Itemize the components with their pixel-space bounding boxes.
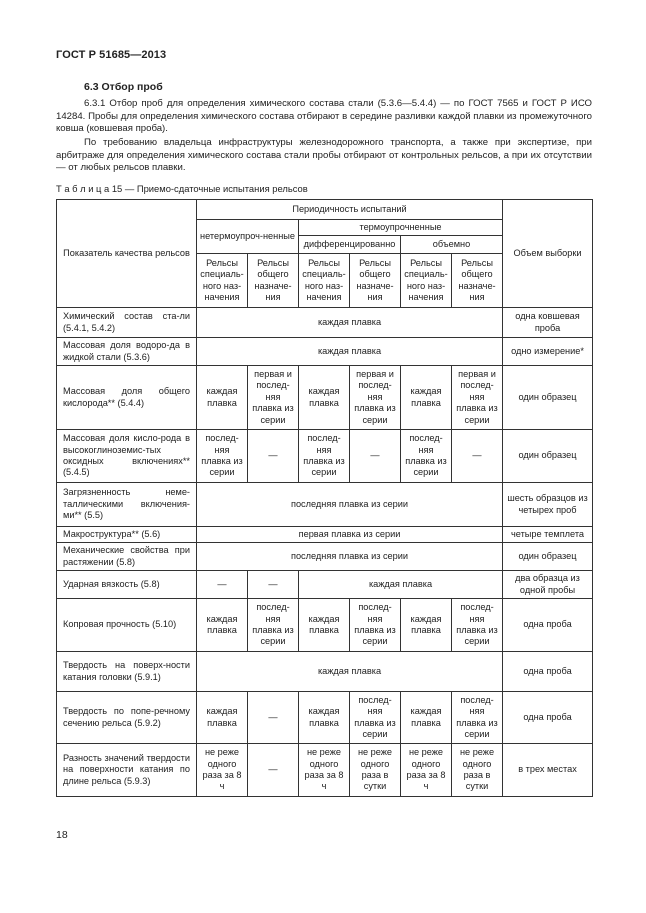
header-volume: объемно: [401, 236, 503, 254]
periodicity-cell: каждая плавка: [299, 599, 350, 652]
indicator-cell: Макроструктура** (5.6): [57, 527, 197, 543]
periodicity-cell: последняя плавка из серии: [197, 483, 503, 527]
periodicity-cell: послед-няя плавка из серии: [197, 430, 248, 483]
table-row: [57, 338, 593, 366]
periodicity-cell: —: [452, 430, 503, 483]
sample-size-cell: одна проба: [503, 692, 593, 744]
periodicity-cell: послед-няя плавка из серии: [248, 599, 299, 652]
indicator-cell: Химический состав ста-ли (5.4.1, 5.4.2): [57, 308, 197, 338]
periodicity-cell: каждая плавка: [299, 571, 503, 599]
table-row: [57, 692, 593, 744]
table-row: [57, 308, 593, 338]
header-periodicity: Периодичность испытаний: [197, 200, 503, 220]
table-row: [57, 366, 593, 430]
header-hardened: термоупрочненные: [299, 220, 503, 236]
header-special-rails: Рельсы специаль-ного наз-начения: [401, 254, 452, 308]
sample-size-cell: одна проба: [503, 652, 593, 692]
header-general-rails: Рельсы общего назначе-ния: [248, 254, 299, 308]
indicator-cell: Разность значений твердости на поверхности катания по длине рельса (5.9.3): [57, 744, 197, 797]
periodicity-cell: каждая плавка: [401, 692, 452, 744]
sample-size-cell: в трех местах: [503, 744, 593, 797]
periodicity-cell: послед-няя плавка из серии: [452, 599, 503, 652]
periodicity-cell: каждая плавка: [299, 692, 350, 744]
table-row: [57, 599, 593, 652]
periodicity-cell: каждая плавка: [197, 338, 503, 366]
header-special-rails: Рельсы специаль-ного наз-начения: [299, 254, 350, 308]
sample-size-cell: один образец: [503, 366, 593, 430]
header-non-hardened: нетермоупроч-ненные: [197, 220, 299, 254]
indicator-cell: Твердость по попе-речному сечению рельса (5.9.2): [57, 692, 197, 744]
table-caption: Т а б л и ц а 15 — Приемо-сдаточные испытания рельсов: [56, 183, 308, 194]
page-number: 18: [56, 829, 68, 841]
header-indicator: Показатель качества рельсов: [57, 200, 197, 308]
table-row: [57, 543, 593, 571]
indicator-cell: Массовая доля водоро-да в жидкой стали (5.3.6): [57, 338, 197, 366]
sample-size-cell: шесть образцов из четырех проб: [503, 483, 593, 527]
periodicity-cell: —: [248, 571, 299, 599]
table-row: [57, 527, 593, 543]
sample-size-cell: четыре темплета: [503, 527, 593, 543]
periodicity-cell: каждая плавка: [401, 366, 452, 430]
periodicity-cell: —: [350, 430, 401, 483]
periodicity-cell: не реже одного раза за 8 ч: [401, 744, 452, 797]
indicator-cell: Массовая доля общего кислорода** (5.4.4): [57, 366, 197, 430]
periodicity-cell: не реже одного раза в сутки: [452, 744, 503, 797]
periodicity-cell: первая и послед-няя плавка из серии: [350, 366, 401, 430]
sample-size-cell: один образец: [503, 430, 593, 483]
header-general-rails: Рельсы общего назначе-ния: [452, 254, 503, 308]
periodicity-cell: каждая плавка: [197, 692, 248, 744]
periodicity-cell: первая и послед-няя плавка из серии: [452, 366, 503, 430]
indicator-cell: Твердость на поверх-ности катания головки (5.9.1): [57, 652, 197, 692]
sample-size-cell: одно измерение*: [503, 338, 593, 366]
sample-size-cell: одна ковшевая проба: [503, 308, 593, 338]
table-row: [57, 483, 593, 527]
header-sample-size: Объем выборки: [503, 200, 593, 308]
periodicity-cell: первая и послед-няя плавка из серии: [248, 366, 299, 430]
periodicity-cell: послед-няя плавка из серии: [401, 430, 452, 483]
indicator-cell: Загрязненность немe-таллическими включения-ми** (5.5): [57, 483, 197, 527]
periodicity-cell: первая плавка из серии: [197, 527, 503, 543]
periodicity-cell: послед-няя плавка из серии: [350, 599, 401, 652]
indicator-cell: Копровая прочность (5.10): [57, 599, 197, 652]
table-row: [57, 744, 593, 797]
periodicity-cell: каждая плавка: [197, 308, 503, 338]
periodicity-cell: не реже одного раза за 8 ч: [299, 744, 350, 797]
periodicity-cell: —: [248, 430, 299, 483]
periodicity-cell: каждая плавка: [299, 366, 350, 430]
sample-size-cell: два образца из одной пробы: [503, 571, 593, 599]
header-differential: дифференцированно: [299, 236, 401, 254]
section-title: 6.3 Отбор проб: [84, 81, 163, 93]
paragraph-6-3-1: 6.3.1 Отбор проб для определения химического состава стали (5.3.6—5.4.4) — по ГОСТ 7565 и ГОСТ Р ИСО 14284. Пробы для определения химического состава отбирают в середине разливки каждой плавки из промежуточного ковша (ковшевая проба).: [56, 98, 592, 135]
sample-size-cell: один образец: [503, 543, 593, 571]
header-special-rails: Рельсы специаль-ного наз-начения: [197, 254, 248, 308]
sample-size-cell: одна проба: [503, 599, 593, 652]
document-header: ГОСТ Р 51685—2013: [56, 49, 167, 61]
periodicity-cell: каждая плавка: [197, 652, 503, 692]
indicator-cell: Массовая доля кисло-рода в высокоглиноземис-тых оксидных включениях** (5.4.5): [57, 430, 197, 483]
periodicity-cell: послед-няя плавка из серии: [299, 430, 350, 483]
table-row: [57, 430, 593, 483]
periodicity-cell: последняя плавка из серии: [197, 543, 503, 571]
indicator-cell: Механические свойства при растяжении (5.8): [57, 543, 197, 571]
periodicity-cell: —: [248, 692, 299, 744]
periodicity-cell: каждая плавка: [197, 366, 248, 430]
periodicity-cell: послед-няя плавка из серии: [452, 692, 503, 744]
header-general-rails: Рельсы общего назначе-ния: [350, 254, 401, 308]
periodicity-cell: послед-няя плавка из серии: [350, 692, 401, 744]
periodicity-cell: не реже одного раза в сутки: [350, 744, 401, 797]
acceptance-tests-table: [56, 199, 593, 797]
periodicity-cell: не реже одного раза за 8 ч: [197, 744, 248, 797]
periodicity-cell: —: [248, 744, 299, 797]
table-row: [57, 652, 593, 692]
paragraph-arbitration: По требованию владельца инфраструктуры железнодорожного транспорта, а также при экспертизе, при арбитраже для определения химического состава стали пробы отбирают от контрольных рельсов, а при их отсутствии — от любых рельсов плавки.: [56, 137, 592, 174]
periodicity-cell: —: [197, 571, 248, 599]
periodicity-cell: каждая плавка: [197, 599, 248, 652]
periodicity-cell: каждая плавка: [401, 599, 452, 652]
indicator-cell: Ударная вязкость (5.8): [57, 571, 197, 599]
table-row: [57, 571, 593, 599]
